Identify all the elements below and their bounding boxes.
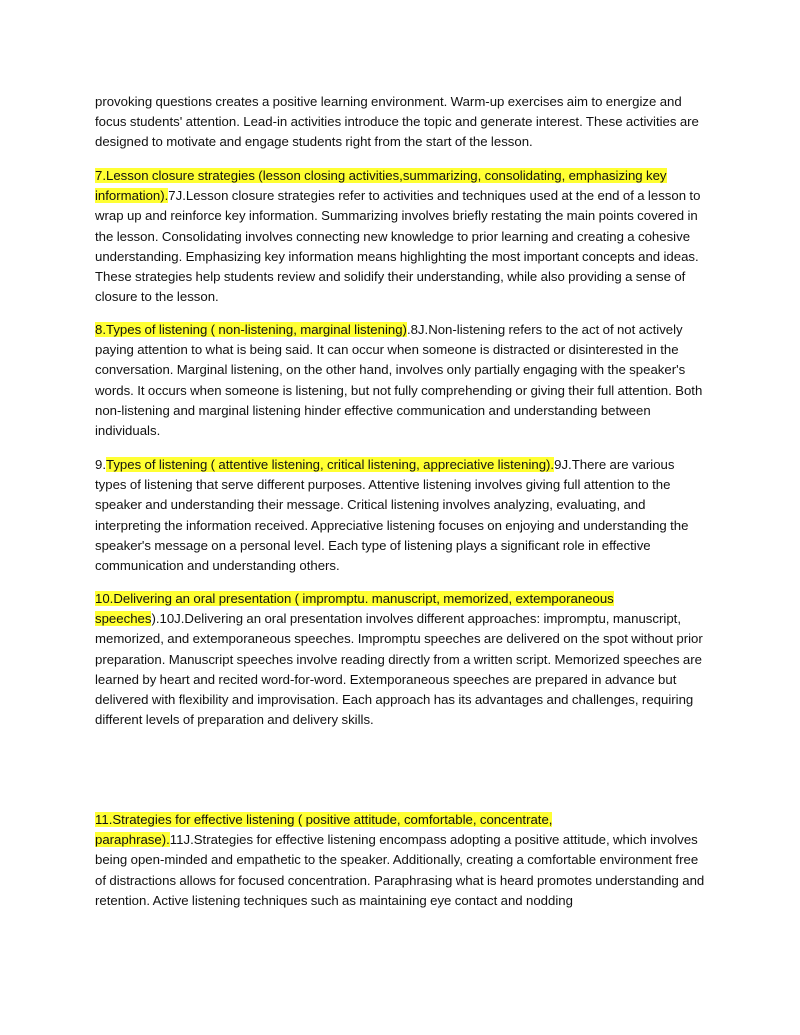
- heading-oral-presentation: 10.Delivering an oral presentation ( impromptu. manuscript, memorized, extemporaneous speeches: [95, 591, 614, 627]
- paragraph-types-listening-2: [95, 455, 707, 576]
- heading-effective-listening: 11.Strategies for effective listening ( positive attitude, comfortable, concentrate, paraphrase).: [95, 812, 553, 848]
- paragraph-oral-presentation: [95, 589, 707, 730]
- body-lesson-closure: 7J.Lesson closure strategies refer to activities and techniques used at the end of a lesson to wrap up and reinforce key information. Summarizing involves briefly restating the main points covered in the lesson. Consolidating involves connecting new knowledge to prior learning and creating a cohesive understanding. Emphasizing key information means highlighting the most important concepts and ideas. These strategies help students review and solidify their understanding, while also providing a sense of closure to the lesson.: [95, 188, 701, 305]
- prefix-types-listening-2: 9.: [95, 457, 106, 472]
- paragraph-effective-listening: [95, 810, 707, 911]
- body-effective-listening: 11J.Strategies for effective listening encompass adopting a positive attitude, which involves being open-minded and empathetic to the speaker. Additionally, creating a comfortable environment free of distractions allows for focused concentration. Paraphrasing what is heard promotes understanding and retention. Active listening techniques such as maintaining eye contact and nodding: [95, 832, 705, 908]
- paragraph-intro-text: provoking questions creates a positive learning environment. Warm-up exercises aim to energize and focus students' attention. Lead-in activities introduce the topic and generate interest. These activities are designed to motivate and engage students right from the start of the lesson.: [95, 94, 699, 150]
- heading-lesson-closure: 7.Lesson closure strategies (lesson closing activities,summarizing, consolidating, emphasizing key information).: [95, 168, 667, 204]
- heading-types-listening-2: Types of listening ( attentive listening, critical listening, appreciative listening).: [106, 457, 555, 472]
- heading-types-listening-1: 8.Types of listening ( non-listening, marginal listening): [95, 322, 407, 337]
- paragraph-lesson-closure: [95, 166, 707, 307]
- paragraph-types-listening-1: [95, 320, 707, 441]
- body-oral-presentation: ).10J.Delivering an oral presentation involves different approaches: impromptu, manuscript, memorized, and extemporaneous speeches. Impromptu speeches are delivered on the spot without prior preparation. Manuscript speeches involve reading directly from a written script. Memorized speeches are learned by heart and recited word-for-word. Extemporaneous speeches are prepared in advance but delivered with flexibility and improvisation. Each approach has its advantages and challenges, requiring different levels of preparation and delivery skills.: [95, 611, 703, 728]
- body-types-listening-2: 9J.There are various types of listening that serve different purposes. Attentive listening involves giving full attention to the speaker and understanding their message. Critical listening involves analyzing, evaluating, and interpreting the information received. Appreciative listening focuses on enjoying and understanding the speaker's message on a personal level. Each type of listening plays a significant role in effective communication and understanding others.: [95, 457, 689, 574]
- body-types-listening-1: .8J.Non-listening refers to the act of not actively paying attention to what is being said. It can occur when someone is distracted or disinterested in the conversation. Marginal listening, on the other hand, involves only partially engaging with the speaker's words. It occurs when someone is listening, but not fully comprehending or giving their full attention. Both non-listening and marginal listening hinder effective communication and understanding between individuals.: [95, 322, 703, 439]
- paragraph-intro: [95, 92, 707, 153]
